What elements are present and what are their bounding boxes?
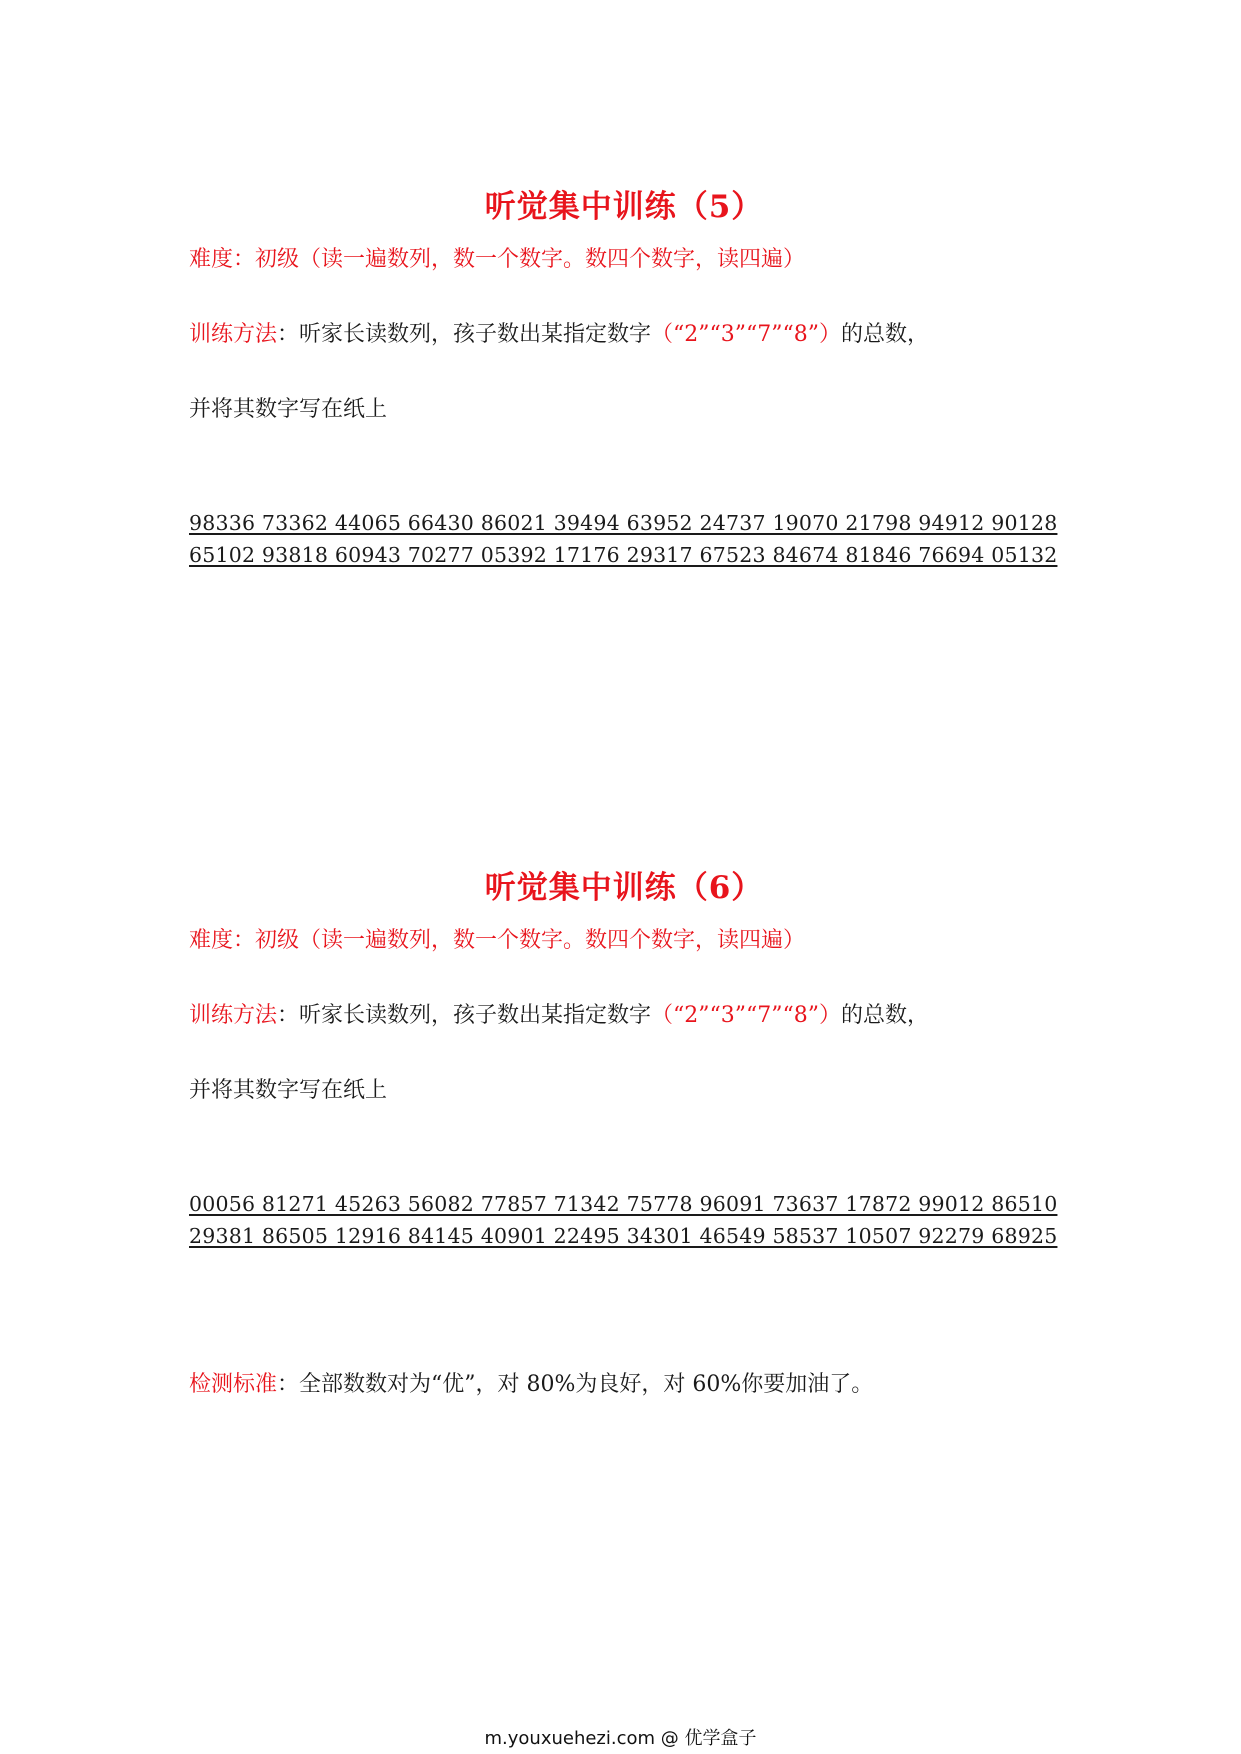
method-label: 训练方法 [189, 1003, 278, 1028]
digit-row-2: 29381 86505 12916 84145 40901 22495 34301 46549 58537 10507 92279 68925 [189, 1224, 1058, 1248]
method-end: 的总数， [841, 322, 930, 347]
digit-row-1: 98336 73362 44065 66430 86021 39494 63952 24737 19070 21798 94912 90128 [189, 511, 1058, 535]
exercise-title: 听觉集中训练（5） [484, 189, 764, 225]
method-text: 听家长读数列，孩子数出某指定数字 [299, 322, 652, 347]
standard-line [189, 1370, 873, 1400]
footer-watermark: m.youxuehezi.com @ 优学盒子 [484, 1728, 757, 1749]
method-label: 训练方法 [189, 322, 278, 347]
exercise-6 [189, 868, 1059, 1248]
method-line-2: 并将其数字写在纸上 [189, 1078, 388, 1103]
difficulty-line: 难度：初级（读一遍数列，数一个数字。数四个数字，读四遍） [189, 928, 806, 953]
exercise-5 [189, 187, 1059, 567]
method-colon: ： [277, 322, 300, 347]
target-digits: （“2”“3”“7”“8”） [651, 322, 842, 347]
method-text: 听家长读数列，孩子数出某指定数字 [299, 1003, 652, 1028]
method-line [189, 1001, 929, 1031]
method-line-2: 并将其数字写在纸上 [189, 397, 388, 422]
target-digits: （“2”“3”“7”“8”） [651, 1003, 842, 1028]
standard-colon: ： [277, 1372, 300, 1397]
standard-label: 检测标准 [189, 1372, 278, 1397]
difficulty-line: 难度：初级（读一遍数列，数一个数字。数四个数字，读四遍） [189, 247, 806, 272]
method-end: 的总数， [841, 1003, 930, 1028]
method-line [189, 320, 929, 350]
method-colon: ： [277, 1003, 300, 1028]
exercise-title: 听觉集中训练（6） [484, 870, 764, 906]
standard-text: 全部数数对为“优”，对 80%为良好，对 60%你要加油了。 [299, 1372, 874, 1397]
digit-row-1: 00056 81271 45263 56082 77857 71342 75778 96091 73637 17872 99012 86510 [189, 1192, 1058, 1216]
digit-row-2: 65102 93818 60943 70277 05392 17176 29317 67523 84674 81846 76694 05132 [189, 543, 1058, 567]
